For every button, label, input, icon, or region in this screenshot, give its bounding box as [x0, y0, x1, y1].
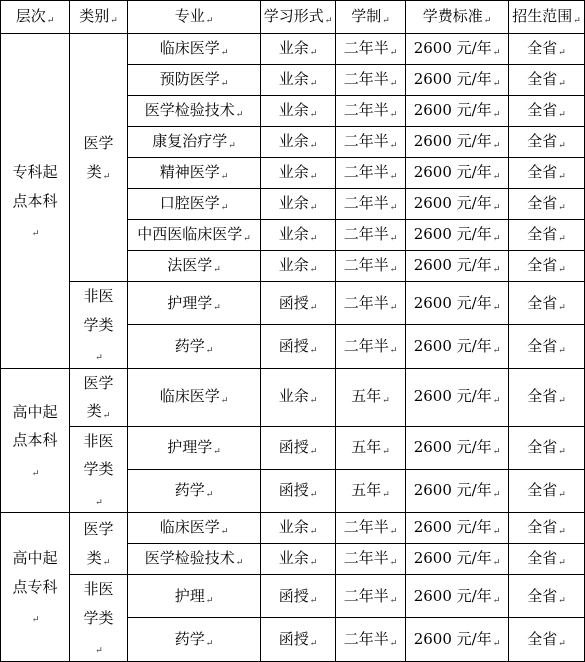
category-cell: 医学类↵	[70, 513, 128, 575]
header-scope: 招生范围↵	[509, 1, 585, 34]
duration-cell: 二年半↵	[336, 575, 406, 618]
major-cell: 临床医学↵	[128, 34, 261, 65]
header-duration: 学制↵	[336, 1, 406, 34]
tuition-cell: 2600 元/年↵	[406, 127, 509, 158]
header-row	[1, 1, 585, 34]
tuition-cell: 2600 元/年↵	[406, 220, 509, 251]
header-level: 层次↵	[1, 1, 70, 34]
table-row	[1, 282, 585, 325]
table-row	[1, 34, 585, 65]
duration-cell: 二年半↵	[336, 127, 406, 158]
scope-cell: 全省↵	[509, 513, 585, 544]
scope-cell: 全省↵	[509, 469, 585, 512]
header-major: 专业↵	[128, 1, 261, 34]
tuition-cell: 2600 元/年↵	[406, 65, 509, 96]
study-form-cell: 业余↵	[261, 34, 336, 65]
scope-cell: 全省↵	[509, 251, 585, 282]
tuition-cell: 2600 元/年↵	[406, 158, 509, 189]
level-cell: 专科起点本科↵	[1, 34, 70, 369]
table-row	[1, 575, 585, 618]
study-form-cell: 业余↵	[261, 189, 336, 220]
table-row	[1, 368, 585, 426]
major-cell: 临床医学↵	[128, 368, 261, 426]
duration-cell: 二年半↵	[336, 618, 406, 661]
duration-cell: 二年半↵	[336, 34, 406, 65]
study-form-cell: 业余↵	[261, 544, 336, 575]
scope-cell: 全省↵	[509, 544, 585, 575]
duration-cell: 二年半↵	[336, 96, 406, 127]
tuition-cell: 2600 元/年↵	[406, 618, 509, 661]
major-cell: 口腔医学↵	[128, 189, 261, 220]
scope-cell: 全省↵	[509, 158, 585, 189]
scope-cell: 全省↵	[509, 282, 585, 325]
study-form-cell: 函授↵	[261, 618, 336, 661]
scope-cell: 全省↵	[509, 34, 585, 65]
duration-cell: 二年半↵	[336, 65, 406, 96]
study-form-cell: 业余↵	[261, 96, 336, 127]
duration-cell: 二年半↵	[336, 544, 406, 575]
major-cell: 医学检验技术↵	[128, 96, 261, 127]
major-cell: 康复治疗学↵	[128, 127, 261, 158]
tuition-cell: 2600 元/年↵	[406, 513, 509, 544]
major-cell: 护理↵	[128, 575, 261, 618]
level-cell: 高中起点专科↵	[1, 513, 70, 662]
major-cell: 法医学↵	[128, 251, 261, 282]
header-tuition: 学费标准↵	[406, 1, 509, 34]
duration-cell: 二年半↵	[336, 513, 406, 544]
duration-cell: 二年半↵	[336, 282, 406, 325]
duration-cell: 二年半↵	[336, 189, 406, 220]
duration-cell: 五年↵	[336, 469, 406, 512]
table-row	[1, 426, 585, 469]
scope-cell: 全省↵	[509, 65, 585, 96]
category-cell: 非医学类↵	[70, 282, 128, 369]
tuition-cell: 2600 元/年↵	[406, 368, 509, 426]
tuition-cell: 2600 元/年↵	[406, 189, 509, 220]
major-cell: 药学↵	[128, 618, 261, 661]
study-form-cell: 业余↵	[261, 220, 336, 251]
major-cell: 护理学↵	[128, 426, 261, 469]
study-form-cell: 函授↵	[261, 426, 336, 469]
study-form-cell: 业余↵	[261, 251, 336, 282]
header-study-form: 学习形式↵	[261, 1, 336, 34]
level-cell: 高中起点本科↵	[1, 368, 70, 513]
duration-cell: 二年半↵	[336, 325, 406, 368]
study-form-cell: 函授↵	[261, 282, 336, 325]
major-cell: 预防医学↵	[128, 65, 261, 96]
study-form-cell: 业余↵	[261, 368, 336, 426]
tuition-cell: 2600 元/年↵	[406, 251, 509, 282]
duration-cell: 二年半↵	[336, 220, 406, 251]
scope-cell: 全省↵	[509, 189, 585, 220]
major-cell: 临床医学↵	[128, 513, 261, 544]
table-body	[1, 34, 585, 662]
category-cell: 非医学类↵	[70, 575, 128, 662]
tuition-cell: 2600 元/年↵	[406, 544, 509, 575]
category-cell: 医学类↵	[70, 34, 128, 282]
category-cell: 非医学类↵	[70, 426, 128, 513]
tuition-cell: 2600 元/年↵	[406, 34, 509, 65]
scope-cell: 全省↵	[509, 220, 585, 251]
study-form-cell: 函授↵	[261, 325, 336, 368]
category-cell: 医学类↵	[70, 368, 128, 426]
duration-cell: 二年半↵	[336, 251, 406, 282]
tuition-cell: 2600 元/年↵	[406, 575, 509, 618]
tuition-cell: 2600 元/年↵	[406, 426, 509, 469]
study-form-cell: 业余↵	[261, 127, 336, 158]
tuition-cell: 2600 元/年↵	[406, 282, 509, 325]
study-form-cell: 函授↵	[261, 469, 336, 512]
study-form-cell: 业余↵	[261, 513, 336, 544]
major-cell: 药学↵	[128, 325, 261, 368]
header-category: 类别↵	[70, 1, 128, 34]
scope-cell: 全省↵	[509, 325, 585, 368]
major-cell: 中西医临床医学↵	[128, 220, 261, 251]
major-cell: 医学检验技术↵	[128, 544, 261, 575]
table-row	[1, 513, 585, 544]
duration-cell: 五年↵	[336, 426, 406, 469]
scope-cell: 全省↵	[509, 96, 585, 127]
duration-cell: 二年半↵	[336, 158, 406, 189]
scope-cell: 全省↵	[509, 618, 585, 661]
tuition-cell: 2600 元/年↵	[406, 325, 509, 368]
study-form-cell: 函授↵	[261, 575, 336, 618]
scope-cell: 全省↵	[509, 426, 585, 469]
tuition-cell: 2600 元/年↵	[406, 469, 509, 512]
major-cell: 药学↵	[128, 469, 261, 512]
tuition-cell: 2600 元/年↵	[406, 96, 509, 127]
scope-cell: 全省↵	[509, 368, 585, 426]
scope-cell: 全省↵	[509, 127, 585, 158]
study-form-cell: 业余↵	[261, 65, 336, 96]
duration-cell: 五年↵	[336, 368, 406, 426]
scope-cell: 全省↵	[509, 575, 585, 618]
study-form-cell: 业余↵	[261, 158, 336, 189]
major-cell: 护理学↵	[128, 282, 261, 325]
major-cell: 精神医学↵	[128, 158, 261, 189]
